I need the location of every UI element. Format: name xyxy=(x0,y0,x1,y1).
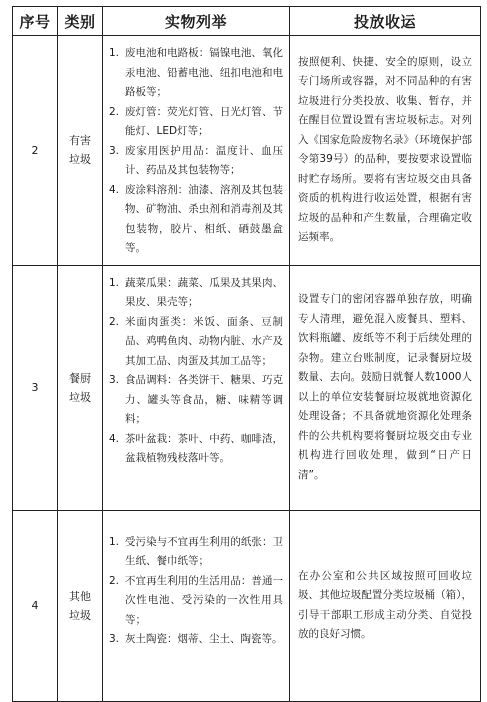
row-examples xyxy=(103,265,290,510)
list-item-text: 灰土陶瓷：烟蒂、尘土、陶瓷等。 xyxy=(125,633,283,645)
list-item xyxy=(109,630,283,650)
list-item xyxy=(109,371,283,430)
list-item-number: 1. xyxy=(109,276,120,289)
list-item-text: 废家用医护用品：温度计、血压计、药品及其包装物等； xyxy=(125,144,283,176)
list-item-text: 废灯管：荧光灯管、日光灯管、节能灯、LED灯等； xyxy=(125,105,283,137)
row-serial-number: 4 xyxy=(13,510,58,701)
list-item-text: 废电池和电路板：镉镍电池、氧化汞电池、铅蓄电池、纽扣电池和电路板等； xyxy=(125,47,283,98)
row-examples xyxy=(103,36,290,266)
list-item xyxy=(109,44,283,103)
category-line: 垃圾 xyxy=(69,390,91,404)
header-examples: 实物列举 xyxy=(103,7,290,36)
list-item-number: 3. xyxy=(109,144,120,157)
list-item-number: 1. xyxy=(109,535,120,548)
row-examples xyxy=(103,510,290,701)
row-disposal-method xyxy=(290,510,481,701)
list-item-text: 受污染与不宜再生利用的纸张：卫生纸、餐巾纸等； xyxy=(125,535,283,567)
table-row xyxy=(13,510,481,701)
row-category xyxy=(58,510,103,701)
list-item xyxy=(109,181,283,259)
list-item-text: 废涂料溶剂：油漆、溶剂及其包装物、矿物油、杀虫剂和消毒剂及其包装物，胶片、相纸、硒鼓墨盒等。 xyxy=(125,183,283,254)
list-item-text: 食品调料：各类饼干、糖果、巧克力、罐头等食品，糖、味精等调料； xyxy=(125,374,283,425)
list-item xyxy=(109,142,283,181)
list-item xyxy=(109,274,283,313)
list-item xyxy=(109,430,283,469)
list-item-number: 2. xyxy=(109,315,120,328)
list-item xyxy=(109,533,283,572)
list-item-number: 3. xyxy=(109,374,120,386)
header-category: 类别 xyxy=(58,7,103,36)
list-item-number: 2. xyxy=(109,105,120,118)
list-item xyxy=(109,313,283,372)
category-line: 餐厨 xyxy=(69,371,91,385)
table-row xyxy=(13,36,481,266)
row-category xyxy=(58,36,103,266)
header-serial-number: 序号 xyxy=(13,7,58,36)
list-item xyxy=(109,572,283,631)
list-item-number: 2. xyxy=(109,574,120,587)
waste-classification-table-sheet xyxy=(12,6,478,645)
row-serial-number: 2 xyxy=(13,36,58,266)
list-item-number: 4. xyxy=(109,432,120,445)
category-line: 垃圾 xyxy=(69,153,91,167)
row-disposal-method xyxy=(290,36,481,266)
list-item xyxy=(109,103,283,142)
disposal-method-text: 在办公室和公共区域按照可回收垃圾、其他垃圾配置分类垃圾桶（箱），引导干部职工形成主动分类、自觉投放的良好习惯。 xyxy=(298,569,472,640)
waste-classification-table xyxy=(12,6,481,702)
list-item-number: 3. xyxy=(109,633,120,645)
list-item-text: 茶叶盆栽：茶叶、中药、咖啡渣，盆栽植物残枝落叶等。 xyxy=(125,432,283,464)
row-category xyxy=(58,265,103,510)
category-line: 垃圾 xyxy=(69,608,91,622)
row-disposal-method xyxy=(290,265,481,510)
table-header-row xyxy=(13,7,481,36)
list-item-number: 4. xyxy=(109,183,120,196)
list-item-text: 不宜再生利用的生活用品：普通一次性电池、受污染的一次性用具等； xyxy=(125,574,283,626)
list-item-number: 1. xyxy=(109,47,120,59)
examples-list xyxy=(109,44,283,259)
header-disposal-collection: 投放收运 xyxy=(290,7,481,36)
row-serial-number: 3 xyxy=(13,265,58,510)
list-item-text: 米面肉蛋类：米饭、面条、豆制品、鸡鸭鱼肉、动物内脏、水产及其加工品、肉蛋及其加工品等； xyxy=(125,315,283,367)
category-line: 有害 xyxy=(69,134,91,148)
disposal-method-text: 按照便利、快捷、安全的原则，设立专门场所或容器，对不同品种的有害垃圾进行分类投放、收集、暂存，并在醒目位置设置有害垃圾标志。对列入《国家危险废物名录》（环境保护部令第39号）的品种，要按要求设置临时贮存场所。要将有害垃圾交由具备资质的机构进行收运处置，根据有害垃圾的品种和产生数量，合理确定收运频率。 xyxy=(298,55,472,244)
list-item-text: 蔬菜瓜果：蔬菜、瓜果及其果肉、果皮、果壳等； xyxy=(125,276,283,308)
examples-list xyxy=(109,274,283,469)
category-line: 其他 xyxy=(69,589,91,603)
table-row xyxy=(13,265,481,510)
examples-list xyxy=(109,533,283,650)
disposal-method-text: 设置专门的密闭容器单独存放，明确专人清理，避免混入废餐具、塑料、饮料瓶罐、废纸等不利于后续处理的杂物。建立台账制度，记录餐厨垃圾数量、去向。鼓励日就餐人数1000人以上的单位安装餐厨垃圾就地资源化处理设备；不具备就地资源化处理条件的公共机构要将餐厨垃圾交由专业机构进行回收处理，做到“日产日清”。 xyxy=(298,293,472,481)
